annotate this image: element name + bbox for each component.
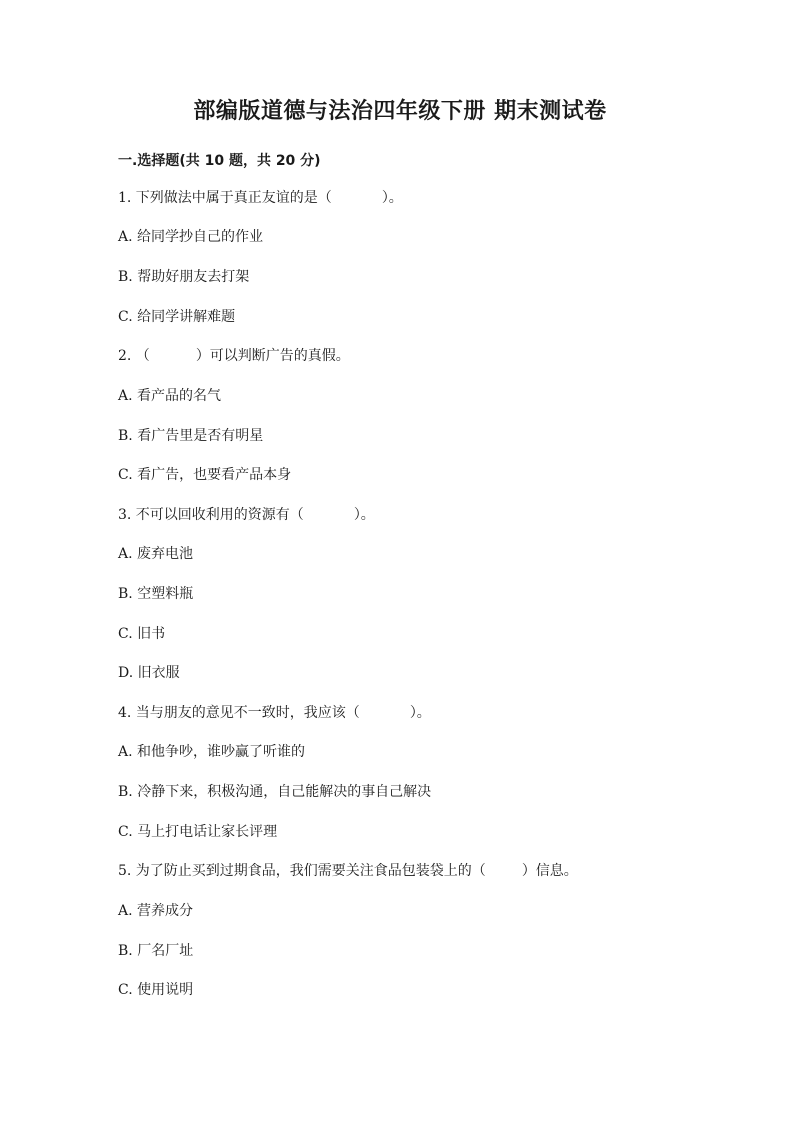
question-stem-text: 3. 不可以回收利用的资源有（ — [118, 507, 304, 523]
question-stem-text: ）。 — [409, 705, 431, 721]
question-5-option-a: A. 营养成分 — [118, 903, 194, 919]
question-stem-text: ）。 — [381, 190, 403, 206]
question-5-stem — [118, 862, 578, 880]
section-heading: 一.选择题(共 10 题，共 20 分) — [118, 153, 321, 169]
question-stem-text: 1. 下列做法中属于真正友谊的是（ — [118, 190, 332, 206]
question-stem-text: 2. （ — [118, 348, 150, 364]
question-2-option-b: B. 看广告里是否有明星 — [118, 428, 264, 444]
question-1-stem — [118, 189, 403, 207]
question-4-option-b: B. 冷静下来，积极沟通，自己能解决的事自己解决 — [118, 784, 432, 800]
question-3-option-d: D. 旧衣服 — [118, 665, 180, 681]
question-2-option-a: A. 看产品的名气 — [118, 388, 222, 404]
question-4-option-c: C. 马上打电话让家长评理 — [118, 824, 278, 840]
question-5-option-c: C. 使用说明 — [118, 982, 194, 998]
question-stem-text: ）可以判断广告的真假。 — [195, 348, 350, 364]
question-stem-text: ）信息。 — [521, 863, 578, 879]
question-4-option-a: A. 和他争吵，谁吵赢了听谁的 — [118, 744, 306, 760]
question-1-option-c: C. 给同学讲解难题 — [118, 309, 236, 325]
question-1-option-a: A. 给同学抄自己的作业 — [118, 229, 264, 245]
question-3-option-a: A. 废弃电池 — [118, 546, 194, 562]
question-1-option-b: B. 帮助好朋友去打架 — [118, 269, 250, 285]
question-3-option-c: C. 旧书 — [118, 626, 166, 642]
question-3-option-b: B. 空塑料瓶 — [118, 586, 194, 602]
question-2-stem — [118, 347, 350, 365]
page-title: 部编版道德与法治四年级下册 期末测试卷 — [193, 99, 607, 124]
question-2-option-c: C. 看广告，也要看产品本身 — [118, 467, 292, 483]
question-3-stem — [118, 506, 375, 524]
question-stem-text: ）。 — [353, 507, 375, 523]
question-5-option-b: B. 厂名厂址 — [118, 943, 194, 959]
question-4-stem — [118, 704, 431, 722]
question-stem-text: 4. 当与朋友的意见不一致时，我应该（ — [118, 705, 360, 721]
question-stem-text: 5. 为了防止买到过期食品，我们需要关注食品包装袋上的（ — [118, 863, 486, 879]
